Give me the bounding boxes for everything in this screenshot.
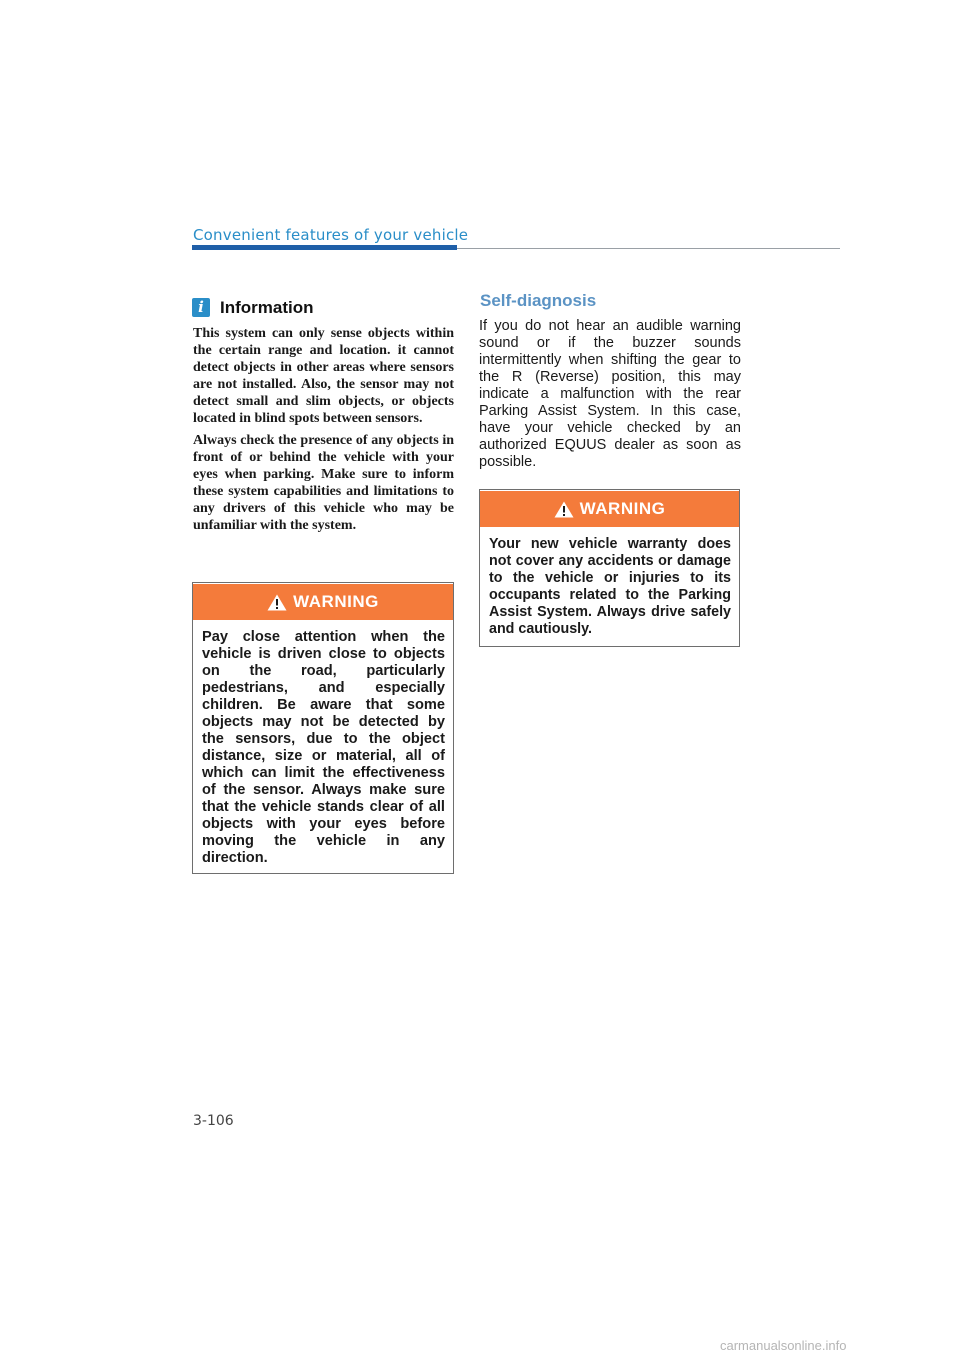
warning-label: WARNING	[579, 499, 666, 518]
information-paragraph: Always check the presence of any objects in front of or behind the vehicle with your eyes when parking. Make sure to inform these system capabilities and limitations to any drivers of this vehicle who may be unfamiliar with the system.	[193, 433, 454, 533]
information-paragraph: This system can only sense objects within the certain range and location. it cannot detect objects in other areas where sensors are not installed. Also, the sensor may not detect small and slim objects, or objects located in blind spots between sensors.	[193, 326, 454, 426]
warning-text: Your new vehicle warranty does not cover any accidents or damage to the vehicle or injuries to its occupants related to the Parking Assist System. Always drive safely and cautiously.	[489, 536, 731, 637]
warning-triangle-icon	[554, 501, 574, 518]
warning-text: Pay close attention when the vehicle is driven close to objects on the road, particularly pedestrians, and especially children. Be aware that some objects may not be detected by the sensors, due to the object distance, size or material, all of which can limit the effectiveness of the sensor. Always make sure that the vehicle stands clear of all objects with your eyes before moving the vehicle in any direction.	[202, 629, 445, 866]
warning-label: WARNING	[293, 592, 379, 611]
warning-box-left	[192, 582, 454, 874]
watermark: carmanualsonline.info	[720, 1338, 847, 1353]
warning-triangle-icon	[267, 594, 287, 611]
section-title: Convenient features of your vehicle	[193, 226, 469, 244]
information-title: Information	[220, 298, 314, 317]
self-diagnosis-title: Self-diagnosis	[480, 291, 597, 310]
self-diagnosis-body: If you do not hear an audible warning sound or if the buzzer sounds intermittently when shifting the gear to the R (Reverse) position, this may indicate a malfunction with the rear Parking Assist System. In this case, have your vehicle checked by an authorized EQUUS dealer as soon as possible.	[479, 318, 741, 470]
warning-header	[480, 491, 739, 527]
warning-header	[193, 584, 453, 620]
page-number: 3-106	[193, 1113, 234, 1129]
information-body	[193, 325, 454, 539]
header-rule-thin	[457, 248, 840, 249]
warning-box-right	[479, 489, 740, 647]
info-icon: i	[192, 298, 210, 317]
header-rule-thick	[192, 245, 457, 250]
